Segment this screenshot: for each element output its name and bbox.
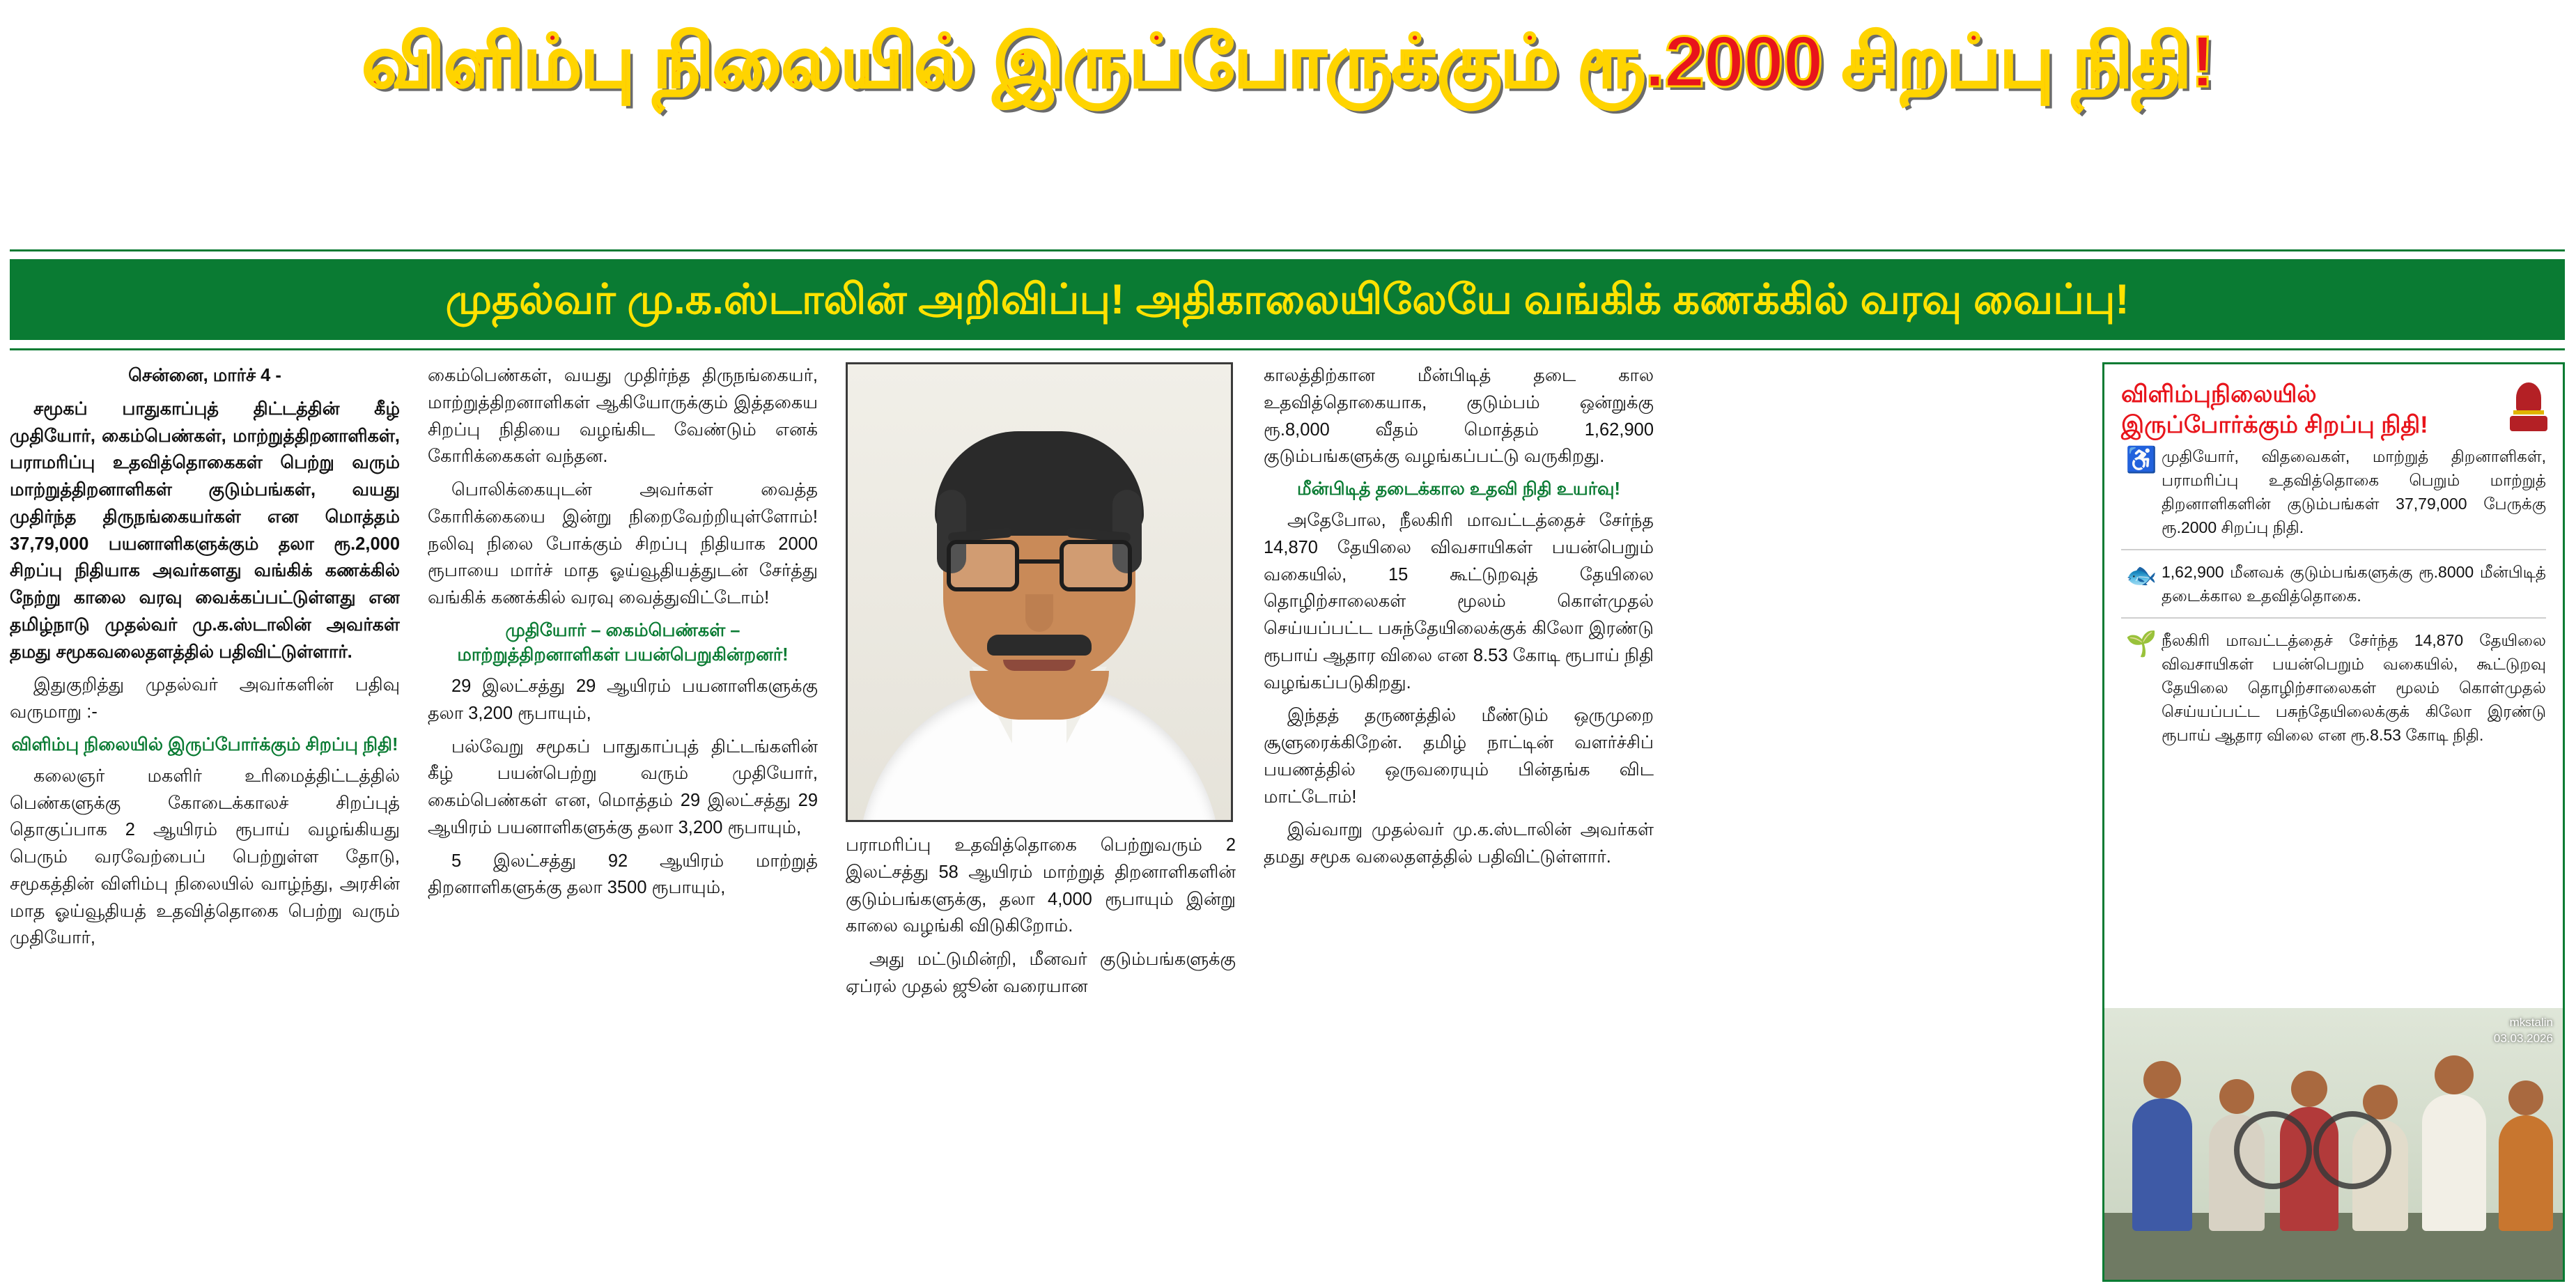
wheelchair-icon: ♿: [2125, 445, 2157, 474]
section-heading: முதியோர் – கைம்பெண்கள் – மாற்றுத்திறனாளிகள் பயன்பெறுகின்றனர்!: [457, 620, 789, 665]
paragraph: அதேபோல, நீலகிரி மாவட்டத்தைச் சேர்ந்த 14,870 தேயிலை விவசாயிகள் பயன்பெறும் வகையில், 15 கூட்டுறவுத் தேயிலை தொழிற்சாலைகள் மூலம் கொள்முதல் செய்யப்பட்ட பசுந்தேயிலைக்குக் கிலோ இரண்டு ரூபாய் ஆதார விலை என 8.53 கோடி ரூபாய் நிதி வழங்கப்படுகிறது.: [1264, 511, 1654, 692]
paragraph: 29 இலட்சத்து 29 ஆயிரம் பயனாளிகளுக்கு தலா 3,200 ரூபாயும்,: [428, 676, 818, 723]
article-column-1: [10, 362, 400, 1282]
highlights-box: [2102, 362, 2565, 1282]
headline: விளிம்பு நிலையில் இருப்போருக்கும் ரூ.2000 சிறப்பு நிதி!: [362, 22, 2214, 102]
leaf-icon: 🌱: [2125, 629, 2157, 658]
subheadline-text: முதல்வர் மு.க.ஸ்டாலின் அறிவிப்பு! அதிகாலையிலேயே வங்கிக் கணக்கில் வரவு வைப்பு!: [445, 276, 2129, 323]
paragraph: பொலிக்கையுடன் அவர்கள் வைத்த கோரிக்கையை இன்று நிறைவேற்றியுள்ளோம்! நலிவு நிலை போக்கும் சிறப்பு நிதியாக 2000 ரூபாயை மார்ச் மாத ஓய்வூதியத்துடன் சேர்த்து வங்கிக் கணக்கில் வரவு வைத்துவிட்டோம்!: [428, 480, 818, 607]
paragraph: இதுகுறித்து முதல்வர் அவர்களின் பதிவு வருமாறு :-: [10, 675, 400, 722]
chief-minister-photo: [846, 362, 1233, 822]
social-stamp: [2494, 1015, 2553, 1047]
article-column-4: [1264, 362, 1654, 1282]
paragraph: பல்வேறு சமூகப் பாதுகாப்புத் திட்டங்களின் கீழ் பயன்பெற்று வரும் முதியோர், கைம்பெண்கள் என, மொத்தம் 29 இலட்சத்து 29 ஆயிரம் பயனாளிகளுக்கு தலா 3,200 ரூபாயும்,: [428, 736, 818, 837]
paragraph: கலைஞர் மகளிர் உரிமைத்திட்டத்தில் பெண்களுக்கு கோடைக்காலச் சிறப்புத் தொகுப்பாக 2 ஆயிரம் ரூபாய் வழங்கியது பெரும் வரவேற்பைப் பெற்றுள்ள தோடு, சமூகத்தின் விளிம்பு நிலையில் வாழ்ந்து, அரசின் மாத ஓய்வூதியத் உதவித்தொகை பெற்று வரும் முதியோர்,: [10, 766, 400, 948]
paragraph: 5 இலட்சத்து 92 ஆயிரம் மாற்றுத் திறனாளிகளுக்கு தலா 3500 ரூபாயும்,: [428, 851, 818, 898]
section-heading: மீன்பிடித் தடைக்கால உதவி நிதி உயர்வு!: [1297, 479, 1620, 499]
paragraph: கைம்பெண்கள், வயது முதிர்ந்த திருநங்கையர், மாற்றுத்திறனாளிகள் ஆகியோருக்கும் இத்தகைய சிறப்பு நிதியை வழங்கிட வேண்டும் எனக் கோரிக்கைகள் வந்தன.: [428, 366, 818, 467]
paragraph: இந்தத் தருணத்தில் மீண்டும் ஒருமுறை சூளுரைக்கிறேன். தமிழ் நாட்டின் வளர்ச்சிப் பயணத்தில் ஒருவரையும் பின்தங்க விட மாட்டோம்!: [1264, 706, 1654, 807]
highlight-item: [2104, 444, 2563, 539]
highlight-item: [2104, 628, 2563, 747]
government-emblem-icon: [2507, 380, 2550, 438]
social-date: 03.03.2026: [2493, 1031, 2553, 1045]
paragraph: காலத்திற்கான மீன்பிடித் தடை கால உதவித்தொகையாக, குடும்பம் ஒன்றுக்கு ரூ.8,000 வீதம் மொத்தம் 1,62,900 குடும்பங்களுக்கு வழங்கப்பட்டு வருகிறது.: [1264, 366, 1654, 467]
paragraph: இவ்வாறு முதல்வர் மு.க.ஸ்டாலின் அவர்கள் தமது சமூக வலைதளத்தில் பதிவிட்டுள்ளார்.: [1264, 820, 1654, 867]
photo-caption: பராமரிப்பு உதவித்தொகை பெற்றுவரும் 2 இலட்சத்து 58 ஆயிரம் மாற்றுத் திறனாளிகளின் குடும்பங்களுக்கு, தலா 4,000 ரூபாயும் இன்று காலை வழங்கி விடுகிறோம்.: [846, 835, 1236, 936]
portrait-illustration: [848, 364, 1231, 820]
highlights-header: [2104, 364, 2563, 444]
highlight-item-text: நீலகிரி மாவட்டத்தைச் சேர்ந்த 14,870 தேயிலை விவசாயிகள் பயன்பெறும் வகையில், கூட்டுறவு தேயிலை தொழிற்சாலைகள் மூலம் கொள்முதல் செய்யப்பட்ட பசுந்தேயிலைக்குக் கிலோ இரண்டு ரூபாய் ஆதார விலை என ரூ.8.53 கோடி நிதி.: [2162, 631, 2546, 745]
highlights-title: விளிம்புநிலையில் இருப்போர்க்கும் சிறப்பு நிதி!: [2121, 381, 2428, 438]
dateline: சென்னை, மார்ச் 4 -: [128, 366, 281, 385]
highlight-divider: [2121, 617, 2546, 619]
paragraph: அது மட்டுமின்றி, மீனவர் குடும்பங்களுக்கு ஏப்ரல் முதல் ஜூன் வரையான: [846, 950, 1236, 996]
highlight-divider: [2121, 549, 2546, 550]
paragraph: சமூகப் பாதுகாப்புத் திட்டத்தின் கீழ் முதியோர், கைம்பெண்கள், மாற்றுத்திறனாளிகள், பராமரிப்பு உதவித்தொகைகள் பெற்று வரும் மாற்றுத்திறனாளிகள் குடும்பங்கள், வயது முதிர்ந்த திருநங்கையர்கள் என மொத்தம் 37,79,000 பயனாளிகளுக்கும் தலா ரூ.2,000 சிறப்பு நிதியாக அவர்களது வங்கிக் கணக்கில் நேற்று காலை வரவு வைக்கப்பட்டுள்ளது என தமிழ்நாடு முதல்வர் மு.க.ஸ்டாலின் அவர்கள் தமது சமூகவலைதளத்தில் பதிவிட்டுள்ளார்.: [10, 398, 400, 662]
highlight-item-text: 1,62,900 மீனவக் குடும்பங்களுக்கு ரூ.8000 மீன்பிடித் தடைக்கால உதவித்தொகை.: [2162, 563, 2546, 605]
social-handle: mkstalin: [2509, 1016, 2553, 1029]
subheadline-bar: [10, 259, 2565, 340]
masthead: [0, 0, 2576, 124]
divider-top: [10, 249, 2565, 251]
article-column-2: [428, 362, 818, 1282]
article-column-3: [846, 362, 1236, 1282]
highlight-item: [2104, 560, 2563, 607]
crowd-illustration: [2104, 1057, 2563, 1231]
highlight-item-text: முதியோர், விதவைகள், மாற்றுத் திறனாளிகள், பராமரிப்பு உதவித்தொகை பெறும் மாற்றுத் திறனாளிகளின் குடும்பங்கள் 37,79,000 பேருக்கு ரூ.2000 சிறப்பு நிதி.: [2162, 447, 2546, 537]
fish-icon: 🐟: [2125, 561, 2157, 590]
beneficiaries-photo: [2104, 1008, 2563, 1280]
section-heading: விளிம்பு நிலையில் இருப்போர்க்கும் சிறப்பு நிதி!: [11, 734, 398, 754]
divider-bottom: [10, 348, 2565, 350]
